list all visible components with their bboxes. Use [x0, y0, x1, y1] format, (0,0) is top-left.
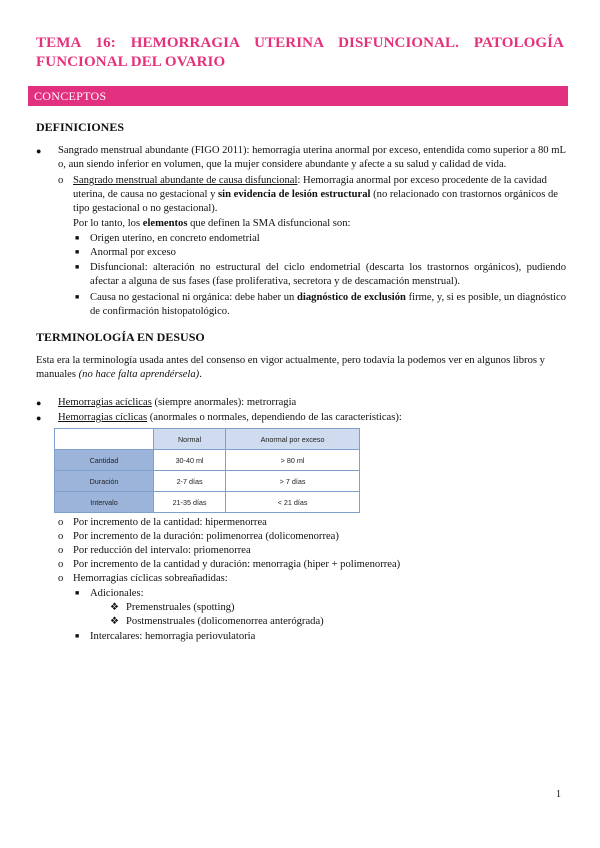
text-bold: elementos	[142, 218, 188, 229]
term-aciclicas: Hemorragias acíclicas	[58, 397, 152, 408]
list-item: Postmenstruales (dolicomenorrea anterógrada)	[126, 616, 324, 627]
text-segment: (no relacionado con trastornos orgánicos de tipo gestacional o no gestacional).	[73, 189, 558, 214]
cell-anormal: > 80 ml	[226, 450, 360, 471]
table-row	[55, 450, 360, 471]
bullet-circle: o	[58, 545, 64, 556]
terminologia-intro	[36, 354, 566, 382]
diamond-bullet-icon: ❖	[110, 616, 119, 627]
text-bold: sin evidencia de lesión estructural	[218, 189, 371, 200]
table-corner-cell	[55, 429, 154, 450]
bullet-circle: o	[58, 573, 64, 584]
table-row	[55, 471, 360, 492]
bullet-circle: o	[58, 517, 64, 528]
text-segment: firme, y, si es posible, un diagnóstico de confirmación histopatológico.	[90, 292, 566, 317]
bullet-square: ■	[75, 589, 80, 597]
list-item: Por incremento de la duración: polimenorrea (dolicomenorrea)	[73, 531, 339, 542]
table-header-row	[55, 429, 360, 450]
elemento-2: Anormal por exceso	[90, 247, 176, 258]
term-ciclicas: Hemorragias cíclicas	[58, 412, 148, 423]
cell-normal: 2-7 días	[154, 471, 226, 492]
text-segment: (siempre anormales): metrorragia	[151, 397, 297, 408]
list-item: Por reducción del intervalo: priomenorrea	[73, 545, 251, 556]
text-segment: Causa no gestacional ni orgánica: debe haber un	[90, 292, 298, 303]
bullet-circle: o	[58, 175, 64, 186]
text-segment: (anormales o normales, dependiendo de las características):	[147, 412, 402, 423]
row-label: Cantidad	[55, 450, 154, 471]
text-segment: Esta era la terminología usada antes del consenso en vigor actualmente, pero todavía la podemos ver en algunos libros y manuales	[36, 355, 545, 380]
term-sma-disfuncional: Sangrado menstrual abundante de causa disfuncional	[73, 175, 298, 186]
bullet-dot: ●	[36, 146, 42, 156]
list-item: Por incremento de la cantidad: hipermenorrea	[73, 517, 267, 528]
section-banner: CONCEPTOS	[28, 86, 568, 106]
elementos-intro	[73, 217, 566, 231]
diamond-bullet-icon: ❖	[110, 602, 119, 613]
ciclo-table	[54, 428, 360, 513]
bullet-circle: o	[58, 559, 64, 570]
cell-normal: 21-35 días	[154, 492, 226, 513]
cell-anormal: < 21 días	[226, 492, 360, 513]
bullet-square: ■	[75, 263, 80, 271]
elemento-1: Origen uterino, en concreto endometrial	[90, 233, 260, 244]
list-item: Hemorragias cíclicas sobreañadidas:	[73, 573, 228, 584]
text-segment: que definen la SMA disfuncional son:	[187, 218, 351, 229]
bullet-dot: ●	[36, 413, 42, 423]
row-label: Duración	[55, 471, 154, 492]
page-title: TEMA 16: HEMORRAGIA UTERINA DISFUNCIONAL. PATOLOGÍA FUNCIONAL DEL OVARIO	[36, 35, 564, 70]
list-item: Por incremento de la cantidad y duración: menorragia (hiper + polimenorrea)	[73, 559, 401, 570]
hemorragias-ciclicas	[58, 411, 566, 425]
text-segment: Por lo tanto, los	[73, 218, 143, 229]
bullet-square: ■	[75, 293, 80, 301]
bullet-square: ■	[75, 248, 80, 256]
text-italic: (no hace falta aprendérsela)	[78, 369, 200, 380]
header-anormal: Anormal por exceso	[226, 429, 360, 450]
heading-definiciones: DEFINICIONES	[36, 120, 125, 134]
definition-sma: Sangrado menstrual abundante (FIGO 2011): hemorragia uterina anormal por exceso, entendida como superior a 80 mL o, aun siendo inferior en volumen, que la mujer considere abundante y afecte a su salud y calidad de vida.	[58, 145, 566, 170]
text-segment: .	[199, 369, 202, 380]
list-item: Intercalares: hemorragia periovulatoria	[90, 631, 256, 642]
definition-sma-disfuncional	[73, 174, 566, 216]
elemento-4	[90, 291, 566, 319]
cell-anormal: > 7 días	[226, 471, 360, 492]
bullet-square: ■	[75, 234, 80, 242]
bullet-circle: o	[58, 531, 64, 542]
text-segment: : Hemorragia anormal por exceso procedente de la cavidad uterina, de causa no gestacional y	[73, 175, 547, 200]
cell-normal: 30-40 ml	[154, 450, 226, 471]
elemento-3: Disfuncional: alteración no estructural del ciclo endometrial (descarta los trastornos orgánicos), pudiendo afectar a alguna de sus fases (fase proliferativa, secretora y de descamación menstrual).	[90, 262, 566, 287]
list-item: Adicionales:	[90, 588, 144, 599]
text-bold: diagnóstico de exclusión	[297, 292, 406, 303]
bullet-dot: ●	[36, 398, 42, 408]
hemorragias-aciclicas	[58, 396, 566, 410]
row-label: Intervalo	[55, 492, 154, 513]
bullet-square: ■	[75, 632, 80, 640]
table-row	[55, 492, 360, 513]
heading-terminologia: TERMINOLOGÍA EN DESUSO	[36, 330, 205, 344]
header-normal: Normal	[154, 429, 226, 450]
list-item: Premenstruales (spotting)	[126, 602, 235, 613]
page-number: 1	[556, 789, 561, 800]
